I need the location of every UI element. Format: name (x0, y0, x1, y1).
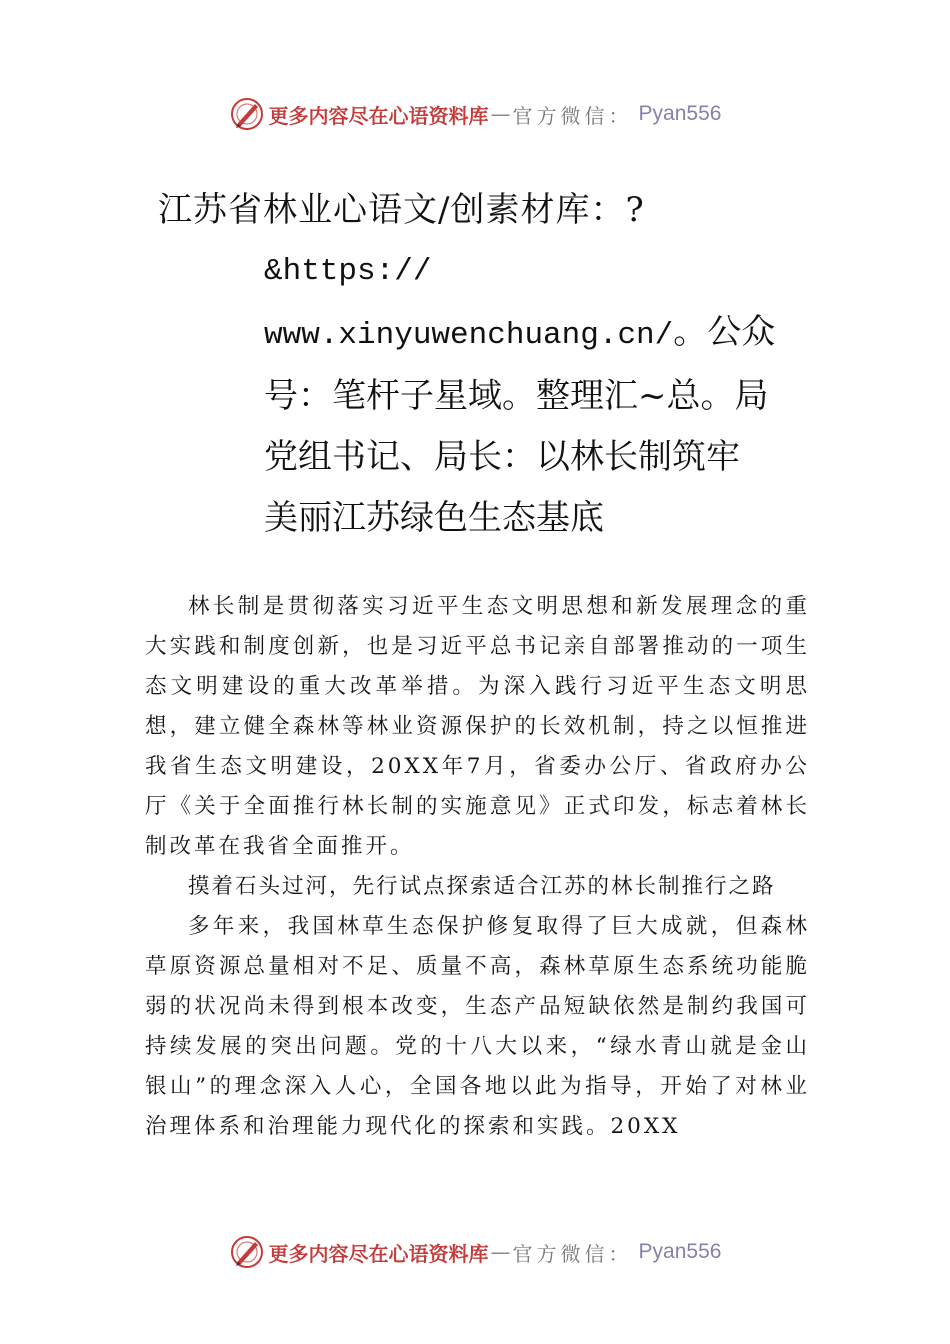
title-url-text: www.xinyuwenchuang.cn/ (264, 318, 674, 353)
promo-text: 更多内容尽在心语资料库 (268, 103, 489, 128)
wechat-id: Pyan556 (638, 102, 722, 125)
footer-banner (0, 1230, 950, 1274)
pen-seal-logo-icon (229, 1234, 265, 1270)
banner-dash: — (490, 102, 511, 126)
header-banner (0, 92, 950, 136)
title-line: 江苏省林业心语文/创素材库：? (158, 190, 645, 230)
banner-dash: — (490, 1240, 511, 1264)
wechat-id: Pyan556 (638, 1240, 722, 1263)
promo-text: 更多内容尽在心语资料库 (268, 1241, 489, 1266)
title-line: &https:// (264, 254, 432, 289)
title-line: 号：笔杆子星域。整理汇~总。局 (264, 376, 769, 416)
title-line: 党组书记、局长：以林长制筑牢 (264, 437, 740, 477)
body-paragraph: 多年来，我国林草生态保护修复取得了巨大成就，但森林草原资源总量相对不足、质量不高，森林草原生态系统功能脆弱的状况尚未得到根本改变，生态产品短缺依然是制约我国可持续发展的突出问题。党的十八大以来，“绿水青山就是金山银山”的理念深入人心，全国各地以此为指导，开始了对林业治理体系和治理能力现代化的探索和实践。20XX (145, 914, 810, 1139)
document-body (145, 587, 810, 1147)
body-paragraph: 林长制是贯彻落实习近平生态文明思想和新发展理念的重大实践和制度创新，也是习近平总书记亲自部署推动的一项生态文明建设的重大改革举措。为深入践行习近平生态文明思想，建立健全森林等林业资源保护的长效机制，持之以恒推进我省生态文明建设，20XX年7月，省委办公厅、省政府办公厅《关于全面推行林长制的实施意见》正式印发，标志着林长制改革在我省全面推开。 (145, 594, 810, 859)
pen-seal-logo-icon (229, 96, 265, 132)
section-heading: 摸着石头过河，先行试点探索适合江苏的林长制推行之路 (188, 874, 776, 899)
title-line-tail: 。公众 (673, 312, 776, 352)
title-line: 美丽江苏绿色生态基底 (264, 498, 604, 538)
wechat-label: 官方微信： (512, 103, 633, 128)
title-line (0, 302, 950, 366)
document-title (0, 180, 950, 549)
wechat-label: 官方微信： (512, 1241, 633, 1266)
